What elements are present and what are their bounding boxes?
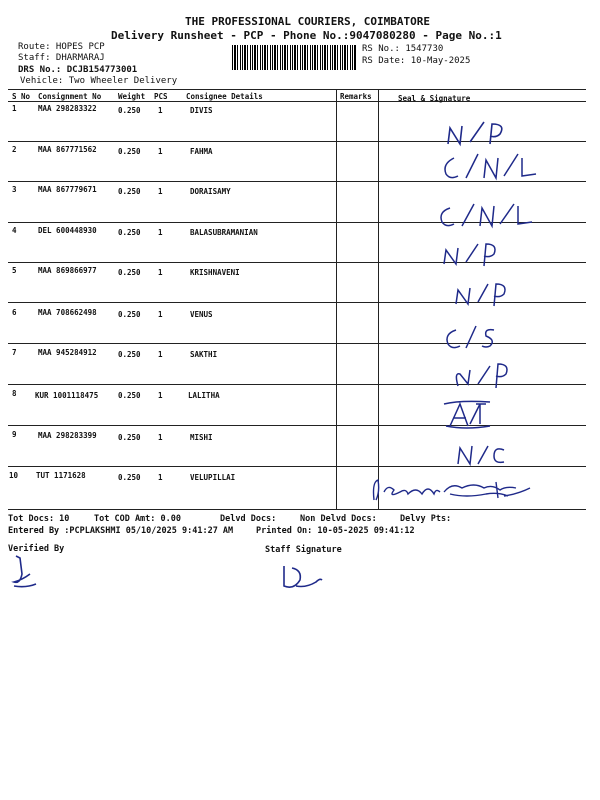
staff-signature [278,560,328,596]
handwritten-remark-row5 [450,280,520,310]
row-pcs: 1 [158,228,163,237]
handwritten-signature-row10 [366,474,536,504]
row-consignee: KRISHNAVENI [190,268,240,277]
total-cod-amount: Tot COD Amt: 0.00 [94,514,181,524]
row-sno: 2 [12,145,17,154]
row-pcs: 1 [158,147,163,156]
handwritten-remark-row6 [442,322,502,352]
handwritten-remark-row8 [440,398,500,430]
remarks-left-rule [336,89,337,509]
row-pcs: 1 [158,433,163,442]
row-pcs: 1 [158,310,163,319]
row-consignment: MAA 298283399 [38,431,97,440]
row-sno: 7 [12,348,17,357]
verifier-signature [6,552,46,592]
staff-signature-label: Staff Signature [265,545,342,555]
row-consignee: DORAISAMY [190,187,231,196]
verified-by-label: Verified By [8,544,65,554]
row-weight: 0.250 [118,268,141,277]
row-consignment: MAA 867771562 [38,145,97,154]
row-weight: 0.250 [118,147,141,156]
row-weight: 0.250 [118,433,141,442]
row-pcs: 1 [158,350,163,359]
col-header-sno: S No [12,92,31,101]
handwritten-remark-row9 [452,442,512,468]
row-consignment: MAA 708662498 [38,308,97,317]
row-weight: 0.250 [118,187,141,196]
col-header-pcs: PCS [154,92,168,101]
delivered-docs: Delvd Docs: [220,514,277,524]
vehicle-label: Vehicle: Two Wheeler Delivery [20,76,178,86]
row-consignment: KUR 1001118475 [35,391,99,400]
col-header-consignment: Consignment No [38,92,102,101]
rs-date: RS Date: 10-May-2025 [362,56,471,66]
staff-label: Staff: DHARMARAJ [18,53,105,63]
row-weight: 0.250 [118,310,141,319]
row-consignee: SAKTHI [190,350,218,359]
handwritten-remark-row1 [440,118,510,152]
delivery-points: Delvy Pts: [400,514,452,524]
row-sno: 6 [12,308,17,317]
row-weight: 0.250 [118,228,141,237]
row-consignee: LALITHA [188,391,220,400]
route-label: Route: HOPES PCP [18,42,105,52]
printed-on: Printed On: 10-05-2025 09:41:12 [256,526,415,536]
row-consignment: MAA 867779671 [38,185,97,194]
row-sno: 3 [12,185,17,194]
drs-number: DRS No.: DCJB154773001 [18,65,138,75]
non-delivered-docs: Non Delvd Docs: [300,514,377,524]
row-pcs: 1 [158,473,163,482]
row-consignment: MAA 945284912 [38,348,97,357]
row-consignment: MAA 869866977 [38,266,97,275]
row-pcs: 1 [158,391,163,400]
row-consignee: FAHMA [190,147,213,156]
row-weight: 0.250 [118,473,141,482]
handwritten-remark-row4 [438,240,508,270]
row-weight: 0.250 [118,106,141,115]
entered-by: Entered By :PCPLAKSHMI 05/10/2025 9:41:27 AM [8,526,234,536]
row-weight: 0.250 [118,350,141,359]
handwritten-remark-row3 [436,200,526,230]
barcode [232,45,356,70]
handwritten-remark-row7 [452,362,522,392]
row-consignee: VELUPILLAI [190,473,236,482]
row-consignee: MISHI [190,433,213,442]
col-header-seal-signature: Seal & Signature [398,94,471,103]
row-sno: 4 [12,226,17,235]
row-sno: 8 [12,389,17,398]
table-header-rule [8,101,586,102]
remarks-right-rule [378,89,379,509]
total-docs: Tot Docs: 10 [8,514,70,524]
row-consignment: TUT 1171628 [36,471,86,480]
handwritten-remark-row2 [440,150,530,184]
table-top-rule [8,89,586,90]
row-pcs: 1 [158,268,163,277]
row-consignment: MAA 298283322 [38,104,97,113]
row-sno: 10 [9,471,19,480]
runsheet-subtitle: Delivery Runsheet - PCP - Phone No.:9047080280 - Page No.:1 [111,29,502,42]
table-bottom-rule [8,509,586,510]
row-sno: 5 [12,266,17,275]
row-consignee: DIVIS [190,106,213,115]
row-pcs: 1 [158,187,163,196]
col-header-consignee: Consignee Details [186,92,263,101]
row-sno: 9 [12,430,17,439]
row-consignee: BALASUBRAMANIAN [190,228,258,237]
row-consignee: VENUS [190,310,213,319]
company-name: THE PROFESSIONAL COURIERS, COIMBATORE [185,15,431,28]
row-consignment: DEL 600448930 [38,226,97,235]
col-header-remarks: Remarks [340,92,372,101]
row-sno: 1 [12,104,17,113]
col-header-weight: Weight [118,92,146,101]
rs-number: RS No.: 1547730 [362,44,444,54]
row-weight: 0.250 [118,391,141,400]
row-pcs: 1 [158,106,163,115]
